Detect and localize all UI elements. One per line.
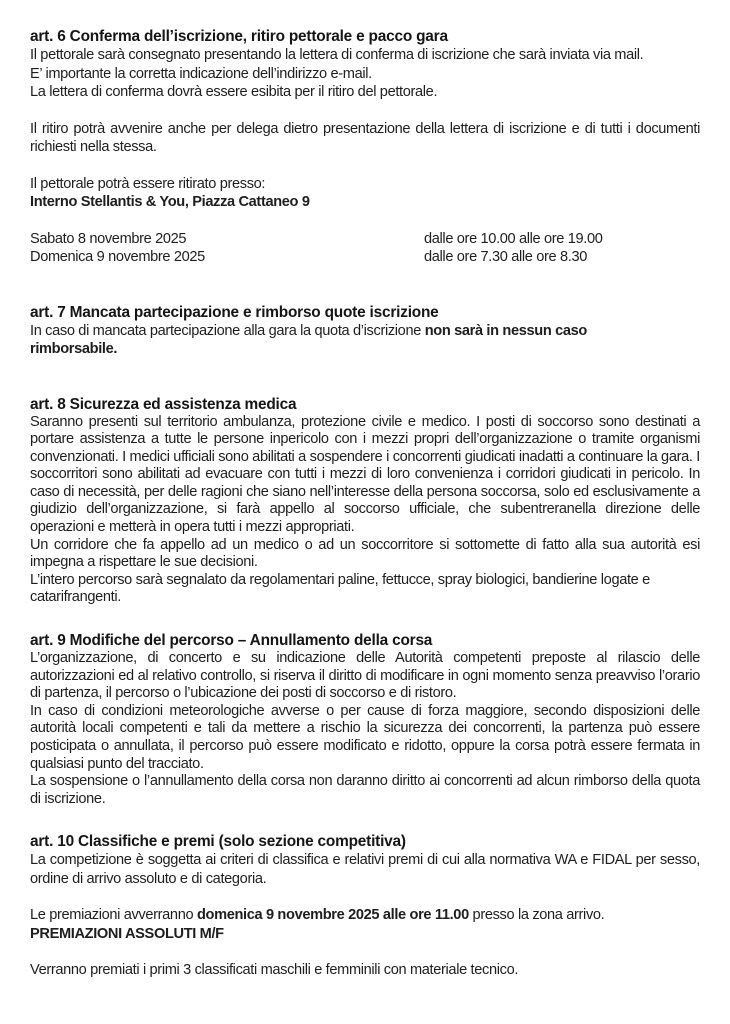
article-9-paragraph-2: In caso di condizioni meteorologiche avverse o per cause di forza maggiore, secondo disposizioni delle autorità locali competenti e tali da mettere a rischio la sicurezza dei concorrenti, la partenza può essere posticipata o annullata, il percorso può essere modificato e ridotto, oppure la corsa potrà essere fermata in qualsiasi punto del tracciato.: [30, 702, 700, 772]
spacer: [30, 157, 700, 175]
article-10: [30, 832, 700, 980]
article-8-paragraph-1: Saranno presenti sul territorio ambulanza, protezione civile e medico. I posti di soccorso sono destinati a portare assistenza a tutte le persone inpericolo con i mezzi propri dell’organizzazione o tramite organismi convenzionati. I medici ufficiali sono abilitati a sospendere i concorrenti giudicati inadatti a continuare la gara. I soccorritori sono abilitati ad evacuare con tutti i mezzi di loro convenienza i corridori giudicati in pericolo. In caso di necessità, per delle ragioni che siano nell’interesse della persona soccorsa, solo ed esclusivamente a giudizio dell’organizzazione, si farà appello al soccorso ufficiale, che subentreranella direzione delle operazioni e metterà in opera tutti i mezzi appropriati.: [30, 413, 700, 536]
article-7: [30, 303, 700, 359]
spacer: [30, 267, 700, 303]
article-8-title: art. 8 Sicurezza ed assistenza medica: [30, 395, 297, 413]
article-9-paragraph-3: La sospensione o l’annullamento della corsa non daranno diritto ai concorrenti ad alcun rimborso della quota di iscrizione.: [30, 773, 700, 807]
awards-pre: Le premiazioni avverranno: [30, 907, 197, 924]
spacer: [30, 943, 700, 961]
article-7-title: art. 7 Mancata partecipazione e rimborso quote iscrizione: [30, 303, 439, 321]
article-8: [30, 395, 700, 608]
article-9-title: art. 9 Modifiche del percorso – Annullamento della corsa: [30, 632, 433, 650]
article-6-line-3: La lettera di conferma dovrà essere esibita per il ritiro del pettorale.: [30, 84, 438, 100]
spacer: [30, 607, 700, 631]
awards-post: presso la zona arrivo.: [468, 907, 605, 924]
awards-date: domenica 9 novembre 2025 alle ore 11.00: [196, 907, 469, 924]
article-8-paragraph-3: L’intero percorso sarà segnalato da regolamentari paline, fettucce, spray biologici, bandierine logate e catarifrangenti.: [30, 571, 650, 606]
spacer: [30, 359, 700, 395]
article-8-paragraph-2: Un corridore che fa appello ad un medico o ad un soccorritore si sottomette di fatto alla sua autorità esi impegna a rispettare le sue decisioni.: [30, 536, 700, 571]
awards-detail: Verranno premiati i primi 3 classificati maschili e femminili con materiale tecnico.: [30, 962, 519, 979]
article-6-line-2: E’ importante la corretta indicazione dell’indirizzo e-mail.: [30, 65, 372, 82]
awards-schedule: [30, 906, 700, 925]
spacer: [30, 808, 700, 832]
schedule-row: [30, 230, 700, 249]
article-6-delega: Il ritiro potrà avvenire anche per delega dietro presentazione della lettera di iscrizione e di tutti i documenti richiesti nella stessa.: [30, 120, 700, 155]
spacer: [30, 102, 700, 120]
pickup-intro: Il pettorale potrà essere ritirato presso:: [30, 175, 266, 192]
regulation-page: [30, 27, 700, 980]
awards-heading: PREMIAZIONI ASSOLUTI M/F: [30, 925, 224, 942]
article-9-paragraph-1: L’organizzazione, di concerto e su indicazione delle Autorità competenti preposte al rilascio delle autorizzazioni ed al relativo controllo, si riserva il diritto di modificare in ogni momento senza preavviso l’orario di partenza, il percorso o l’ubicazione dei posti di soccorso e di ristoro.: [30, 650, 700, 702]
article-9: [30, 631, 700, 808]
schedule-hours: dalle ore 10.00 alle ore 19.00: [424, 230, 603, 247]
article-6: [30, 27, 700, 267]
schedule-day: Sabato 8 novembre 2025: [30, 230, 187, 247]
article-6-title: art. 6 Conferma dell’iscrizione, ritiro pettorale e pacco gara: [30, 28, 448, 45]
article-7-text-bold: non sarà in nessun caso rimborsabile.: [30, 322, 587, 357]
schedule-day: Domenica 9 novembre 2025: [30, 249, 205, 265]
schedule-hours: dalle ore 7.30 alle ore 8.30: [424, 249, 588, 265]
pickup-location: Interno Stellantis & You, Piazza Cattaneo 9: [30, 194, 310, 210]
article-7-text-plain: In caso di mancata partecipazione alla gara la quota d’iscrizione: [30, 322, 425, 339]
spacer: [30, 888, 700, 906]
schedule-row: [30, 248, 700, 267]
article-6-line-1: Il pettorale sarà consegnato presentando la lettera di conferma di iscrizione che sarà inviata via mail.: [30, 47, 644, 63]
article-10-title: art. 10 Classifiche e premi (solo sezione competitiva): [30, 833, 406, 851]
article-10-paragraph-1: La competizione è soggetta ai criteri di classifica e relativi premi di cui alla normativa WA e FIDAL per sesso, ordine di arrivo assoluto e di categoria.: [30, 852, 700, 887]
spacer: [30, 212, 700, 230]
article-7-text: [30, 322, 590, 359]
